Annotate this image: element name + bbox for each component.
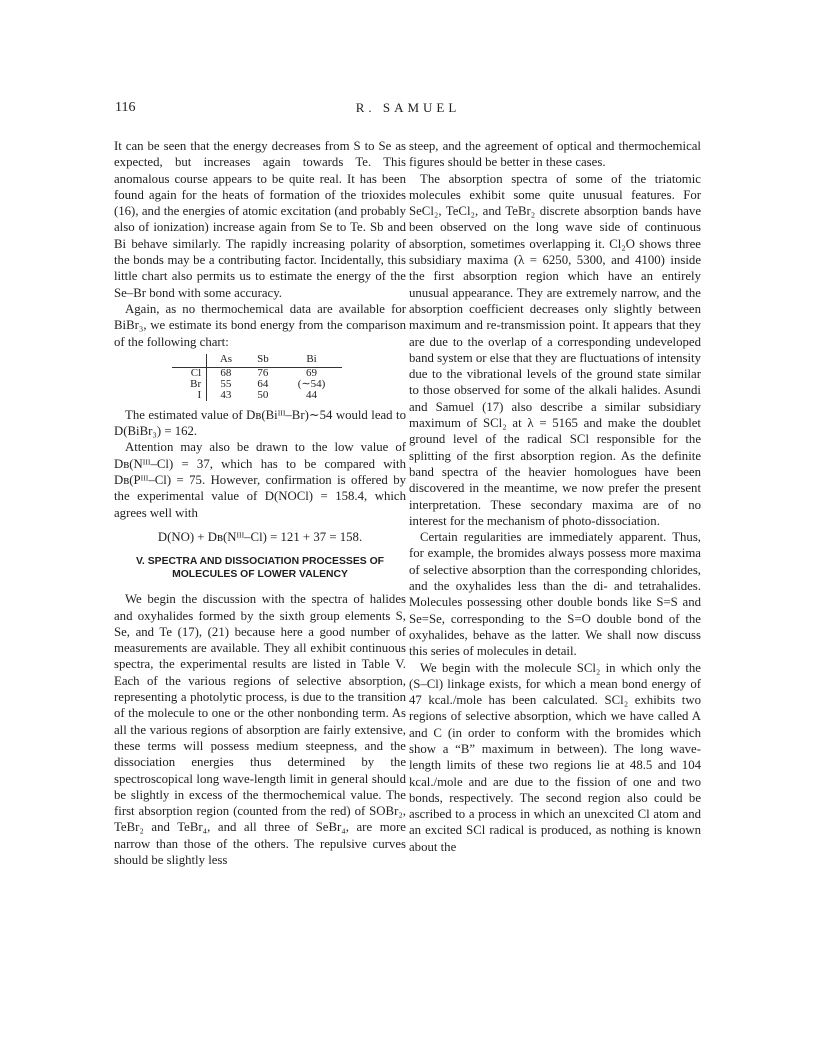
paragraph: It can be seen that the energy decreases from S to Se as expected, but increases again towards Te. This anomalous course appears to be quite real. It has been found again for the heats of formation of the trioxides (16), and the energies of atomic excitation (and probably also of ionization) increase again from Se to Te. Sb and Bi behave similarly. The rapidly increasing polarity of the bonds may be a contributing factor. Incidentally, this little chart also permits us to estimate the energy of the Se–Br bond with some accuracy. xyxy=(114,139,406,300)
paragraph: steep, and the agreement of optical and thermochemical figures should be better in these cases. xyxy=(409,139,701,170)
paragraph: Again, as no thermochemical data are available for BiBr₃, we estimate its bond energy from the comparison of the following chart: xyxy=(114,301,406,349)
chart-cell: 55 xyxy=(220,377,232,390)
paragraph: We begin with the molecule SCl₂ in which only the (S–Cl) linkage exists, for which a mean bond energy of 47 kcal./mole has been calculated. SCl₂ exhibits two regions of selective absorption, which we have called A and C (in order to conform with the bromides which show a “B” maximum in between). The long wave-length limits of these two regions lie at 48.5 and 104 kcal./mole and are due to the fission of one and two bonds, respectively. The second region also could be ascribed to a process in which an unexcited Cl atom and an excited SCl radical is produced, as nothing is known about the xyxy=(409,660,701,854)
chart-row-label: Cl xyxy=(172,367,207,379)
paragraph: The absorption spectra of some of the triatomic molecules exhibit some quite unusual features. For SeCl₂, TeCl₂, and TeBr₂ discrete absorption bands have been observed on the long wave side of continuous absorption, sometimes overlapping it. Cl₂O shows three subsidiary maxima (λ = 6250, 5300, and 4100) inside the first absorption region which have an entirely unusual appearance. They are extremely narrow, and the absorption coefficient decreases only slightly between maximum and re-transmission point. It appears that they are due to the overlap of a corresponding undeveloped band system or else that they are fluctuations of intensity due to the vibrational levels of the ground state similar to those observed for some of the alkali halides. Asundi and Samuel (17) also describe a similar subsidiary maximum of SCl₂ at λ = 5165 and make the doublet ground level of the radical SCl responsible for the splitting of the first absorption region. As the definite band spectra of the heavier homologues have been discovered in the meantime, we now prefer the present interpretation. These secondary maxima are of no interest for the mechanism of photo-dissociation. xyxy=(409,171,701,528)
chart-corner xyxy=(172,354,207,368)
section-heading: V. SPECTRA AND DISSOCIATION PROCESSES OF MOLECULES OF LOWER VALENCY xyxy=(135,556,385,581)
chart-cell: 43 xyxy=(220,388,232,401)
right-column xyxy=(409,138,701,855)
paragraph: Certain regularities are immediately apparent. Thus, for example, the bromides always possess more maxima of selective absorption than the corresponding chlorides, and the oxyhalides less than the di- and tetrahalides. Molecules possessing other double bonds like S=S and Se=Se, corresponding to the S=O double bond of the oxyhalides, behave as the latter. We shall now discuss this series of molecules in detail. xyxy=(409,530,701,659)
equation: D(NO) + Dʙ(Nᴵᴵᴵ–Cl) = 121 + 37 = 158. xyxy=(157,529,363,544)
left-column xyxy=(114,138,406,868)
bond-energy-chart xyxy=(172,354,342,401)
page-number: 116 xyxy=(115,100,136,115)
chart-row xyxy=(172,390,342,401)
chart-column-header: Sb xyxy=(245,354,281,368)
chart-cell: 50 xyxy=(257,388,269,401)
chart-cell: 76 xyxy=(257,366,269,379)
chart-row-label: I xyxy=(172,390,207,401)
paragraph: The estimated value of Dʙ(Biᴵᴵᴵ–Br)∼54 would lead to D(BiBr₃) = 162. xyxy=(114,407,406,439)
chart-cell: 68 xyxy=(220,366,232,379)
chart-cell: 64 xyxy=(257,377,269,390)
chart-column-header: Bi xyxy=(281,354,342,368)
chart-cell: 69 xyxy=(306,366,318,379)
chart-column-header: As xyxy=(207,354,245,368)
chart-row-label: Br xyxy=(172,379,207,390)
chart-cell: 44 xyxy=(306,388,318,401)
chart-cell: (∼54) xyxy=(297,377,326,390)
running-head: R. SAMUEL xyxy=(355,100,461,115)
paragraph: Attention may also be drawn to the low value of Dʙ(Nᴵᴵᴵ–Cl) = 37, which has to be compared with Dʙ(Pᴵᴵᴵ–Cl) = 75. However, confirmation is offered by the experimental value of D(NOCl) = 158.4, which agrees well with xyxy=(114,440,406,520)
paragraph: We begin the discussion with the spectra of halides and oxyhalides formed by the sixth group elements S, Se, and Te (17), (21) because here a good number of measurements are available. They all exhibit continuous spectra, the experimental results are listed in Table V. Each of the various regions of selective absorption, representing a photolytic process, is due to the transition of the molecule to one or the other nonbonding term. As all the various regions of absorption are fairly extensive, these terms will possess medium steepness, and the dissociation energies thus determined by the spectroscopical long wave-length limit in general should be slightly in excess of the thermochemical value. The first absorption region (counted from the red) of SOBr₂, TeBr₂ and TeBr₄, and all three of SeBr₄, are more narrow than those of the others. The repulsive curves should be slightly less xyxy=(114,592,406,867)
